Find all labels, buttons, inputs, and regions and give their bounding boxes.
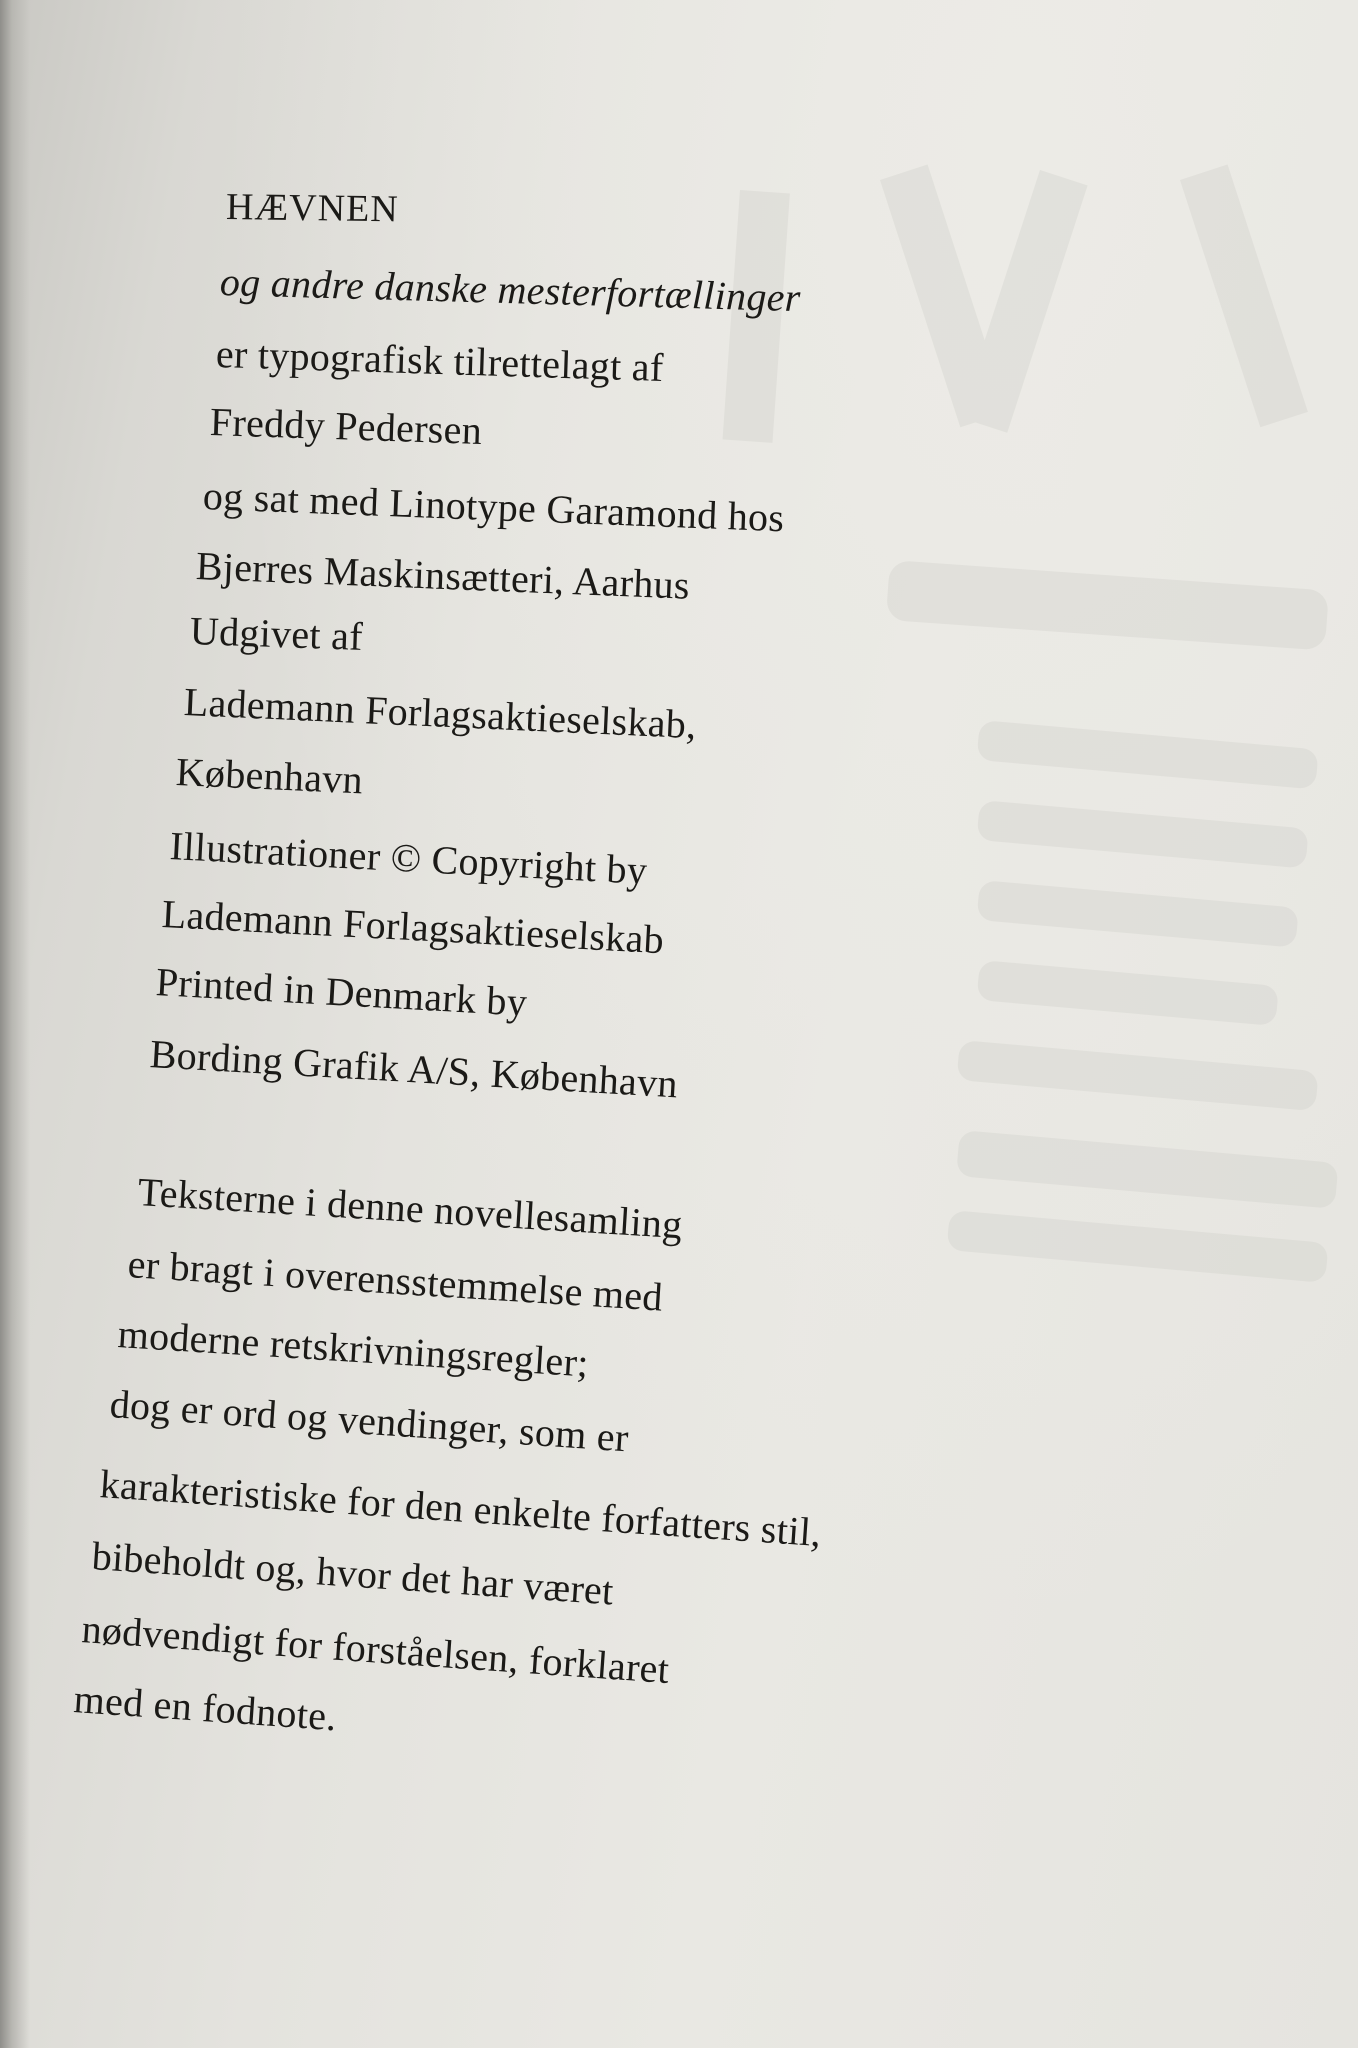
note-line: med en fodnote.	[72, 1676, 339, 1740]
colophon-line: Illustrationer © Copyright by	[168, 823, 649, 893]
colophon-line: København	[174, 749, 364, 803]
note-line: Teksterne i denne novellesamling	[136, 1169, 684, 1248]
colophon-line: er typografisk tilrettelagt af	[215, 331, 665, 391]
note-line: bibeholdt og, hvor det har været	[90, 1533, 616, 1614]
colophon-line: Lademann Forlagsaktieselskab,	[182, 679, 698, 748]
colophon-line: og sat med Linotype Garamond hos	[202, 473, 786, 541]
book-title: HÆVNEN	[225, 186, 400, 231]
note-line: dog er ord og vendinger, som er	[108, 1381, 631, 1461]
page-shadow-edge	[0, 0, 30, 2048]
colophon-line: Freddy Pedersen	[209, 399, 483, 454]
book-subtitle: og andre danske mesterfortællinger	[219, 259, 802, 321]
colophon-line: Udgivet af	[189, 608, 364, 660]
note-line: er bragt i overensstemmelse med	[126, 1241, 665, 1320]
colophon-line: Printed in Denmark by	[154, 959, 529, 1025]
colophon-line: Bjerres Maskinsætteri, Aarhus	[195, 543, 691, 608]
note-line: nødvendigt for forståelsen, forklaret	[80, 1606, 671, 1693]
colophon-line: Lademann Forlagsaktieselskab	[160, 891, 666, 963]
note-line: moderne retskrivningsregler;	[116, 1311, 591, 1386]
note-line: karakteristiske for den enkelte forfatters stil,	[98, 1461, 823, 1556]
colophon-line: Bording Grafik A/S, København	[148, 1031, 680, 1107]
